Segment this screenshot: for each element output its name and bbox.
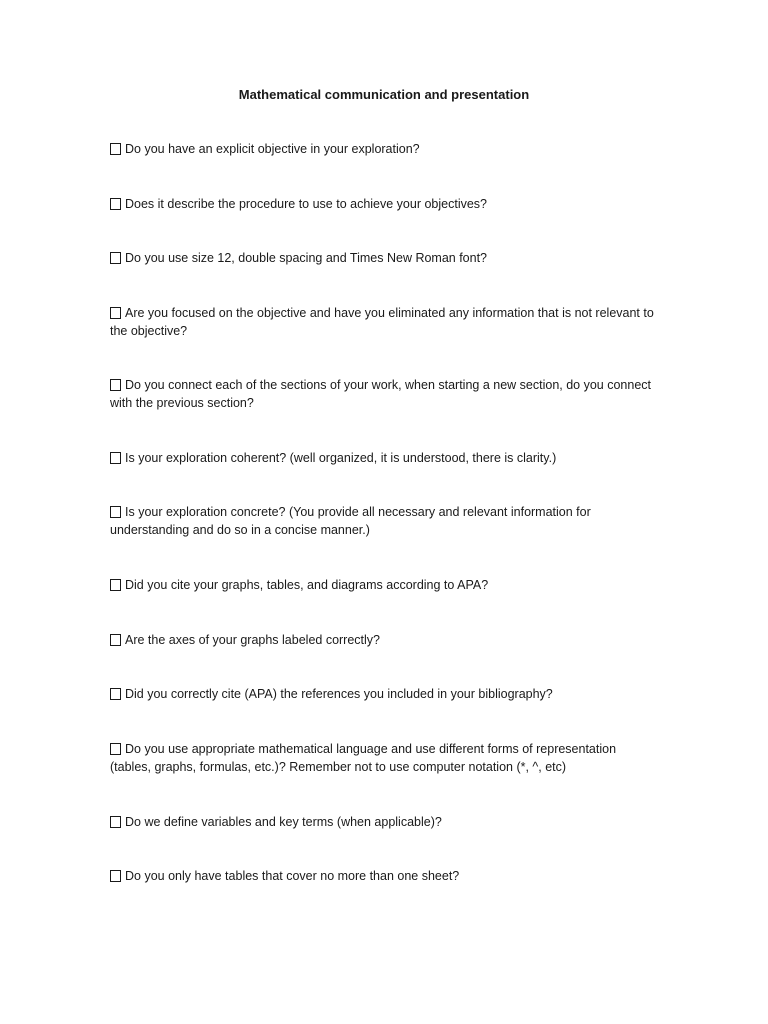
checkbox[interactable] <box>110 579 121 591</box>
checkbox[interactable] <box>110 452 121 464</box>
checkbox[interactable] <box>110 634 121 646</box>
checklist-item-text: Did you cite your graphs, tables, and diagrams according to APA? <box>125 578 489 592</box>
checklist-item-text: Does it describe the procedure to use to achieve your objectives? <box>125 197 488 211</box>
checklist-item <box>110 140 655 158</box>
checklist-item <box>110 685 655 703</box>
checkbox[interactable] <box>110 307 121 319</box>
checklist-item-text: Is your exploration coherent? (well organized, it is understood, there is clarity.) <box>125 451 557 465</box>
checklist-item-text: Did you correctly cite (APA) the references you included in your bibliography? <box>125 687 553 701</box>
checklist-item-text: Do you use size 12, double spacing and Times New Roman font? <box>125 251 488 265</box>
checklist-item-text: Is your exploration concrete? (You provide all necessary and relevant information for understanding and do so in a concise manner.) <box>110 505 591 537</box>
checklist-item-text: Are you focused on the objective and have you eliminated any information that is not relevant to the objective? <box>110 306 654 338</box>
checklist-item <box>110 576 655 594</box>
checklist-item-text: Do we define variables and key terms (when applicable)? <box>125 815 442 829</box>
checklist-item <box>110 304 655 340</box>
checkbox[interactable] <box>110 143 121 155</box>
checklist-item <box>110 376 655 412</box>
checklist-item-text: Are the axes of your graphs labeled correctly? <box>125 633 380 647</box>
checkbox[interactable] <box>110 506 121 518</box>
checkbox[interactable] <box>110 198 121 210</box>
checklist-item <box>110 195 655 213</box>
checklist-item-text: Do you only have tables that cover no more than one sheet? <box>125 869 460 883</box>
checkbox[interactable] <box>110 743 121 755</box>
checkbox[interactable] <box>110 252 121 264</box>
checklist-item <box>110 631 655 649</box>
checkbox[interactable] <box>110 870 121 882</box>
checklist-item-text: Do you use appropriate mathematical language and use different forms of representation (tables, graphs, formulas, etc.)? Remember not to use computer notation (*, ^, etc) <box>110 742 617 774</box>
checklist-item <box>110 449 655 467</box>
page-title: Mathematical communication and presentation <box>238 87 530 102</box>
checklist-item <box>110 867 655 885</box>
checkbox[interactable] <box>110 816 121 828</box>
checkbox[interactable] <box>110 379 121 391</box>
checklist-item-text: Do you connect each of the sections of your work, when starting a new section, do you connect with the previous section? <box>110 378 651 410</box>
checklist-item-text: Do you have an explicit objective in your exploration? <box>125 142 420 156</box>
checklist-item <box>110 503 655 539</box>
checkbox[interactable] <box>110 688 121 700</box>
checklist-item <box>110 249 655 267</box>
checklist-item <box>110 740 655 776</box>
checklist-item <box>110 813 655 831</box>
